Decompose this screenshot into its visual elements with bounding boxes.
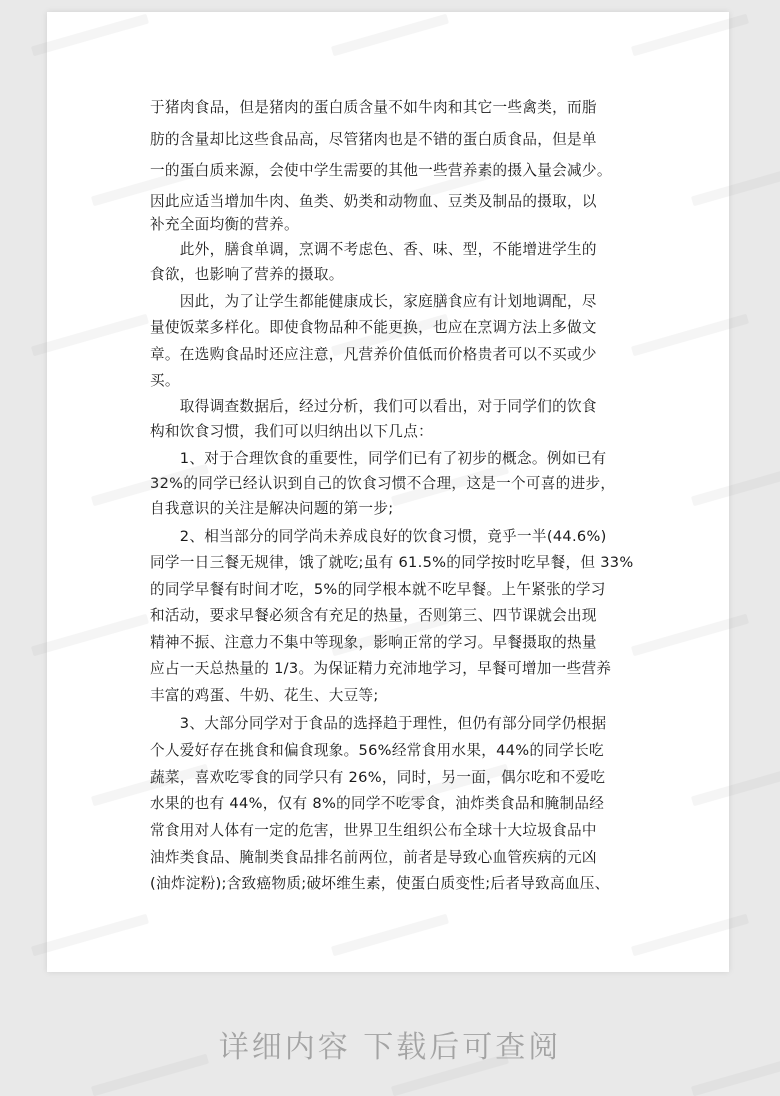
text-line: 量使饭菜多样化。即使食物品种不能更换，也应在烹调方法上多做文 (150, 319, 597, 336)
download-prompt-text[interactable]: 详细内容 下载后可查阅 (218, 1030, 562, 1065)
text-line: 的同学早餐有时间才吃，5%的同学根本就不吃早餐。上午紧张的学习 (150, 581, 606, 598)
text-line: 和活动，要求早餐必须含有充足的热量，否则第三、四节课就会出现 (150, 607, 597, 624)
text-line: 同学一日三餐无规律，饿了就吃;虽有 61.5%的同学按时吃早餐，但 33% (150, 554, 634, 571)
text-line: 此外，膳食单调，烹调不考虑色、香、味、型，不能增进学生的 (150, 241, 597, 258)
text-line: 构和饮食习惯，我们可以归纳出以下几点： (150, 423, 433, 440)
text-line: 取得调查数据后，经过分析，我们可以看出，对于同学们的饮食 (150, 398, 597, 415)
text-line: 1、对于合理饮食的重要性，同学们已有了初步的概念。例如已有 (150, 450, 607, 467)
text-line: 个人爱好存在挑食和偏食现象。56%经常食用水果，44%的同学长吃 (150, 742, 604, 759)
text-line: 章。在选购食品时还应注意，凡营养价值低而价格贵者可以不买或少 (150, 346, 597, 363)
text-line: 精神不振、注意力不集中等现象，影响正常的学习。早餐摄取的热量 (150, 634, 597, 651)
text-line: 32%的同学已经认识到自己的饮食习惯不合理，这是一个可喜的进步， (150, 475, 616, 492)
text-line: 肪的含量却比这些食品高，尽管猪肉也是不错的蛋白质食品，但是单 (150, 131, 597, 148)
text-line: 因此应适当增加牛肉、鱼类、奶类和动物血、豆类及制品的摄取，以 (150, 193, 597, 210)
text-line: (油炸淀粉);含致癌物质;破坏维生素，使蛋白质变性;后者导致高血压、 (150, 875, 610, 892)
text-line: 食欲，也影响了营养的摄取。 (150, 266, 344, 283)
text-line: 3、大部分同学对于食品的选择趋于理性，但仍有部分同学仍根据 (150, 715, 607, 732)
text-line: 于猪肉食品，但是猪肉的蛋白质含量不如牛肉和其它一些禽类，而脂 (150, 99, 597, 116)
text-line: 补充全面均衡的营养。 (150, 216, 299, 233)
text-line: 2、相当部分的同学尚未养成良好的饮食习惯，竟乎一半(44.6%) (150, 528, 607, 545)
text-line: 水果的也有 44%，仅有 8%的同学不吃零食，油炸类食品和腌制品经 (150, 795, 605, 812)
document-page (47, 12, 729, 972)
text-line: 油炸类食品、腌制类食品排名前两位，前者是导致心血管疾病的元凶 (150, 849, 597, 866)
text-line: 自我意识的关注是解决问题的第一步; (150, 500, 394, 517)
text-line: 丰富的鸡蛋、牛奶、花生、大豆等; (150, 687, 379, 704)
text-line: 常食用对人体有一定的危害，世界卫生组织公布全球十大垃圾食品中 (150, 822, 597, 839)
text-line: 一的蛋白质来源，会使中学生需要的其他一些营养素的摄入量会减少。 (150, 162, 612, 179)
text-line: 应占一天总热量的 1/3。为保证精力充沛地学习，早餐可增加一些营养 (150, 660, 612, 677)
text-line: 蔬菜，喜欢吃零食的同学只有 26%，同时，另一面，偶尔吃和不爱吃 (150, 769, 606, 786)
text-line: 买。 (150, 372, 180, 389)
text-line: 因此，为了让学生都能健康成长，家庭膳食应有计划地调配，尽 (150, 293, 597, 310)
